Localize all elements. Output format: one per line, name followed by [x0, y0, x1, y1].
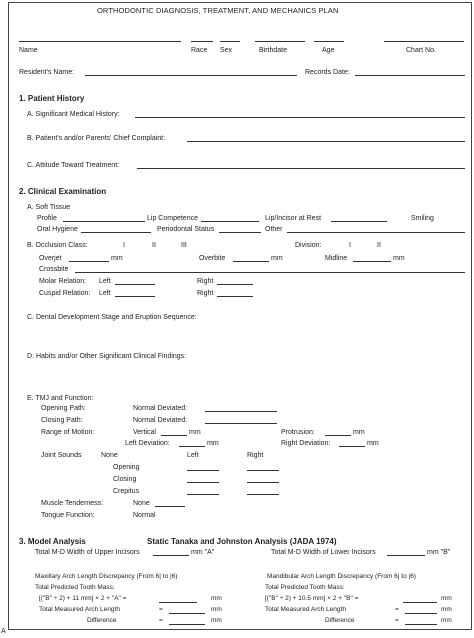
chief-complaint-line[interactable]	[187, 141, 465, 142]
lower-incisors-line[interactable]	[387, 555, 425, 556]
none-label: None	[101, 452, 118, 459]
crepitus-left-line[interactable]	[187, 494, 219, 495]
man-predicted-line[interactable]	[403, 602, 437, 603]
age-line[interactable]	[314, 41, 344, 42]
muscle-tenderness-line[interactable]	[155, 506, 185, 507]
division-i-option[interactable]: I	[349, 242, 351, 249]
chief-complaint-label: B. Patient's and/or Parents' Chief Complaint:	[27, 135, 166, 142]
mandibular-discrepancy-label: Mandibular Arch Length Discrepancy (From 6| to |6)	[267, 573, 416, 580]
midline-line[interactable]	[353, 261, 391, 262]
overbite-mm: mm	[271, 255, 283, 262]
max-difference-mm: mm	[211, 617, 222, 624]
man-difference-mm: mm	[441, 617, 452, 624]
class-ii-option[interactable]: II	[152, 242, 156, 249]
section-2-heading: 2. Clinical Examination	[19, 187, 107, 196]
lower-incisors-mm-b: mm "B"	[427, 549, 451, 556]
overjet-mm: mm	[111, 255, 123, 262]
class-i-option[interactable]: I	[123, 242, 125, 249]
residents-name-line[interactable]	[85, 75, 297, 76]
figure-side-label: A	[1, 628, 6, 635]
opening-sound-label: Opening	[113, 464, 140, 471]
section-1-heading: 1. Patient History	[19, 94, 85, 103]
max-difference-label: Difference	[87, 617, 117, 624]
tongue-normal-label: Normal	[133, 512, 156, 519]
man-measured-line[interactable]	[405, 613, 437, 614]
max-predicted-line[interactable]	[159, 602, 197, 603]
man-measured-label: Total Measured Arch Length	[265, 606, 346, 613]
opening-normal-deviated: Normal Deviated:	[133, 405, 188, 412]
opening-right-line[interactable]	[247, 470, 279, 471]
name-label: Name	[19, 47, 38, 54]
dental-development-label: C. Dental Development Stage and Eruption Sequence:	[27, 314, 197, 321]
upper-incisors-mm-a: mm "A"	[191, 549, 215, 556]
man-difference-label: Difference	[325, 617, 355, 624]
records-date-line[interactable]	[355, 75, 465, 76]
max-difference-eq: =	[159, 617, 163, 624]
sex-label: Sex	[220, 47, 233, 54]
cuspid-right-label: Right	[197, 290, 214, 297]
closing-sound-label: Closing	[113, 476, 137, 483]
opening-path-line[interactable]	[205, 411, 277, 412]
left-deviation-mm: mm	[207, 440, 219, 447]
form-sheet	[8, 2, 472, 630]
other-label: Other	[265, 226, 283, 233]
man-measured-eq: =	[395, 606, 399, 613]
man-difference-line[interactable]	[405, 624, 437, 625]
records-date-label: Records Date:	[305, 69, 350, 76]
protrusion-line[interactable]	[325, 435, 351, 436]
crepitus-label: Crepitus	[113, 488, 140, 495]
left-deviation-line[interactable]	[179, 446, 205, 447]
closing-path-line[interactable]	[205, 423, 277, 424]
name-line[interactable]	[19, 41, 181, 42]
crossbite-line[interactable]	[75, 272, 465, 273]
upper-incisors-label: Total M-D Width of Upper Incisors	[35, 549, 140, 556]
oral-hygiene-line[interactable]	[81, 232, 151, 233]
man-measured-mm: mm	[441, 606, 452, 613]
age-label: Age	[322, 47, 335, 54]
right-deviation-line[interactable]	[339, 446, 365, 447]
tongue-function-label: Tongue Function:	[41, 512, 95, 519]
closing-right-line[interactable]	[247, 482, 279, 483]
division-ii-option[interactable]: II	[377, 242, 381, 249]
vertical-label: Vertical	[133, 429, 156, 436]
man-predicted-mm: mm	[441, 595, 452, 602]
vertical-line[interactable]	[161, 435, 187, 436]
tmj-label: E. TMJ and Function:	[27, 395, 94, 402]
lower-incisors-label: Total M-D Width of Lower Incisors	[271, 549, 376, 556]
upper-incisors-line[interactable]	[153, 555, 189, 556]
birthdate-line[interactable]	[255, 41, 305, 42]
overjet-line[interactable]	[69, 261, 109, 262]
max-measured-line[interactable]	[169, 613, 205, 614]
sex-line[interactable]	[220, 41, 240, 42]
protrusion-mm: mm	[353, 429, 365, 436]
birthdate-label: Birthdate	[259, 47, 288, 54]
overjet-label: Overjet	[39, 255, 62, 262]
habits-label: D. Habits and/or Other Significant Clinical Findings:	[27, 353, 187, 360]
attitude-label: C. Attitude Toward Treatment:	[27, 162, 120, 169]
lip-incisor-label: Lip/Incisor at Rest	[265, 215, 322, 222]
residents-name-label: Resident's Name:	[19, 69, 75, 76]
periodontal-label: Periodontal Status	[157, 226, 215, 233]
section-3-heading: 3. Model Analysis	[19, 537, 86, 546]
midline-label: Midline	[325, 255, 348, 262]
lip-incisor-line[interactable]	[331, 221, 387, 222]
vertical-mm: mm	[189, 429, 201, 436]
class-iii-option[interactable]: III	[181, 242, 187, 249]
left-col-label: Left	[187, 452, 199, 459]
max-difference-line[interactable]	[169, 624, 205, 625]
molar-left-label: Left	[99, 278, 111, 285]
max-predicted-label: Total Predicted Tooth Mass:	[35, 584, 115, 591]
right-deviation-mm: mm	[367, 440, 379, 447]
right-col-label: Right	[247, 452, 264, 459]
overbite-line[interactable]	[233, 261, 269, 262]
man-predicted-label: Total Predicted Tooth Mass:	[265, 584, 345, 591]
division-label: Division:	[295, 242, 322, 249]
soft-tissue-label: A. Soft Tissue	[27, 204, 71, 211]
joint-sounds-label: Joint Sounds	[41, 452, 82, 459]
max-predicted-mm: mm	[211, 595, 222, 602]
protrusion-label: Protrusion:	[281, 429, 315, 436]
race-line[interactable]	[191, 41, 213, 42]
static-analysis-heading: Static Tanaka and Johnston Analysis (JADA 1974)	[147, 537, 337, 546]
max-formula: [("B" ÷ 2) + 11 mm] × 2 + "A" =	[39, 595, 127, 602]
chart-no-label: Chart No.	[406, 47, 436, 54]
other-line[interactable]	[287, 232, 465, 233]
profile-line[interactable]	[63, 221, 145, 222]
man-difference-eq: =	[395, 617, 399, 624]
attitude-line[interactable]	[137, 168, 465, 169]
oral-hygiene-label: Oral Hygiene	[37, 226, 78, 233]
max-measured-mm: mm	[211, 606, 222, 613]
right-deviation-label: Right Deviation:	[281, 440, 331, 447]
closing-normal-deviated: Normal Deviated:	[133, 417, 188, 424]
range-of-motion-label: Range of Motion:	[41, 429, 95, 436]
molar-relation-label: Molar Relation:	[39, 278, 87, 285]
molar-right-label: Right	[197, 278, 214, 285]
cuspid-relation-label: Cuspid Relation:	[39, 290, 91, 297]
chart-no-line[interactable]	[384, 41, 464, 42]
crossbite-label: Crossbite	[39, 266, 69, 273]
cuspid-left-label: Left	[99, 290, 111, 297]
smiling-label: Smiling	[411, 215, 434, 222]
race-label: Race	[191, 47, 208, 54]
left-deviation-label: Left Deviation:	[125, 440, 170, 447]
form-title: ORTHODONTIC DIAGNOSIS, TREATMENT, AND MECHANICS PLAN	[97, 6, 339, 15]
muscle-tenderness-label: Muscle Tenderness:	[41, 500, 104, 507]
muscle-none-label: None	[133, 500, 150, 507]
max-measured-label: Total Measured Arch Length	[39, 606, 120, 613]
cuspid-right-line[interactable]	[217, 296, 253, 297]
medical-history-line[interactable]	[135, 117, 465, 118]
closing-path-label: Closing Path:	[41, 417, 83, 424]
midline-mm: mm	[393, 255, 405, 262]
molar-right-line[interactable]	[217, 284, 253, 285]
lip-competence-line[interactable]	[201, 221, 259, 222]
medical-history-label: A. Significant Medical History:	[27, 111, 120, 118]
cuspid-left-line[interactable]	[115, 296, 155, 297]
overbite-label: Overbite	[199, 255, 226, 262]
molar-left-line[interactable]	[115, 284, 155, 285]
closing-left-line[interactable]	[187, 482, 219, 483]
maxillary-discrepancy-label: Maxillary Arch Length Discrepancy (From 6| to |6)	[35, 573, 178, 580]
crepitus-right-line[interactable]	[247, 494, 279, 495]
occlusion-class-label: B. Occlusion Class:	[27, 242, 88, 249]
max-measured-eq: =	[159, 606, 163, 613]
lip-competence-label: Lip Competence	[147, 215, 198, 222]
man-formula: [("B" ÷ 2) + 10.5 mm] × 2 + "B" =	[265, 595, 359, 602]
periodontal-line[interactable]	[219, 232, 261, 233]
profile-label: Profile	[37, 215, 57, 222]
opening-left-line[interactable]	[187, 470, 219, 471]
opening-path-label: Opening Path:	[41, 405, 86, 412]
